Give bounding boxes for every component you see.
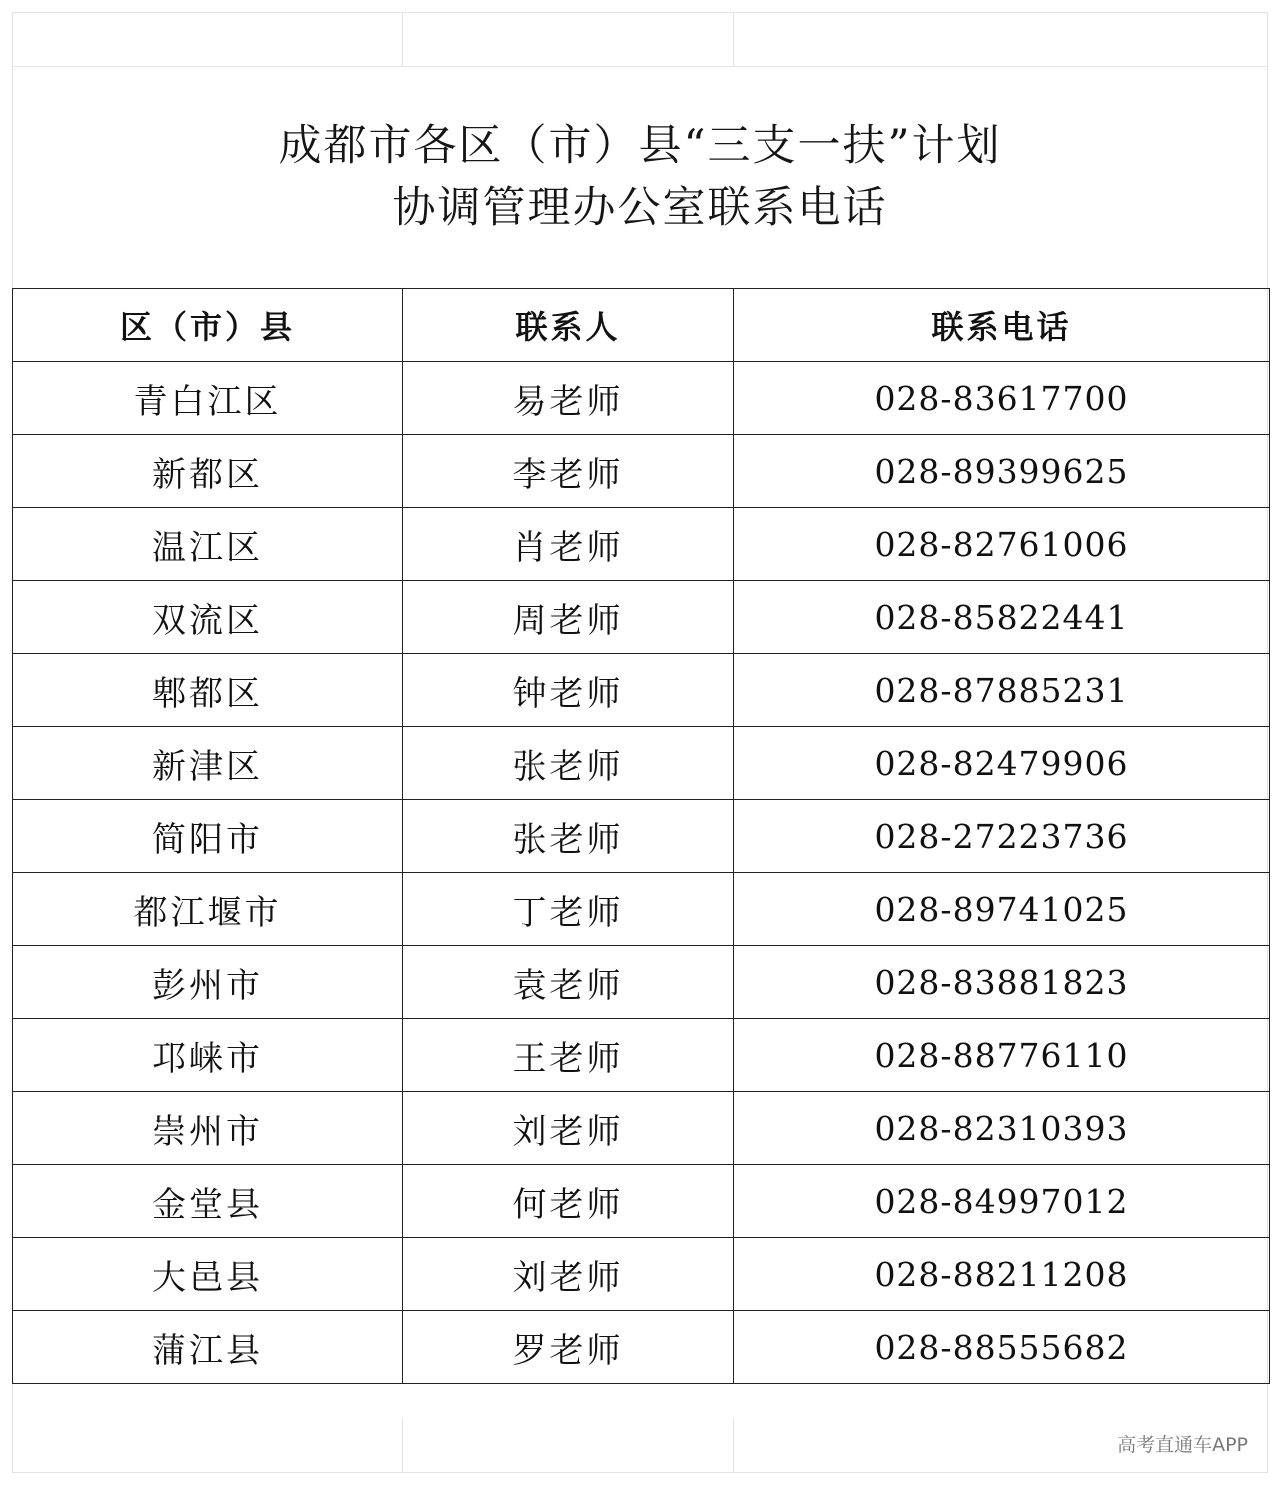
- phone-cell: 028-27223736: [734, 800, 1270, 873]
- phone-cell: 028-88211208: [734, 1238, 1270, 1311]
- title-line-2: 协调管理办公室联系电话: [392, 183, 888, 233]
- phone-cell: 028-83617700: [734, 362, 1270, 435]
- document-title: [12, 66, 1268, 288]
- phone-cell: 028-88555682: [734, 1311, 1270, 1384]
- table-row: [13, 1165, 1270, 1238]
- phone-cell: 028-85822441: [734, 581, 1270, 654]
- contact-cell: 张老师: [403, 800, 734, 873]
- contact-cell: 张老师: [403, 727, 734, 800]
- phone-cell: 028-89741025: [734, 873, 1270, 946]
- district-cell: 大邑县: [13, 1238, 403, 1311]
- district-cell: 都江堰市: [13, 873, 403, 946]
- table-row: [13, 1311, 1270, 1384]
- table-row: [13, 1238, 1270, 1311]
- phone-cell: 028-82761006: [734, 508, 1270, 581]
- district-cell: 温江区: [13, 508, 403, 581]
- contact-cell: 王老师: [403, 1019, 734, 1092]
- district-cell: 双流区: [13, 581, 403, 654]
- district-cell: 金堂县: [13, 1165, 403, 1238]
- contact-cell: 周老师: [403, 581, 734, 654]
- district-cell: 蒲江县: [13, 1311, 403, 1384]
- district-cell: 新津区: [13, 727, 403, 800]
- district-cell: 新都区: [13, 435, 403, 508]
- contacts-table: [12, 288, 1270, 1384]
- contact-cell: 刘老师: [403, 1092, 734, 1165]
- district-cell: 简阳市: [13, 800, 403, 873]
- phone-cell: 028-87885231: [734, 654, 1270, 727]
- table-header-row: [13, 289, 1270, 362]
- contact-cell: 何老师: [403, 1165, 734, 1238]
- district-cell: 崇州市: [13, 1092, 403, 1165]
- watermark: 高考直通车APP: [1117, 1434, 1248, 1456]
- district-cell: 青白江区: [13, 362, 403, 435]
- header-phone: 联系电话: [734, 289, 1270, 362]
- table-row: [13, 581, 1270, 654]
- header-contact: 联系人: [403, 289, 734, 362]
- phone-cell: 028-89399625: [734, 435, 1270, 508]
- phone-cell: 028-82310393: [734, 1092, 1270, 1165]
- table-row: [13, 508, 1270, 581]
- table-row: [13, 800, 1270, 873]
- contact-cell: 丁老师: [403, 873, 734, 946]
- contact-cell: 肖老师: [403, 508, 734, 581]
- table-row: [13, 1019, 1270, 1092]
- phone-cell: 028-83881823: [734, 946, 1270, 1019]
- table-row: [13, 435, 1270, 508]
- table-row: [13, 873, 1270, 946]
- district-cell: 彭州市: [13, 946, 403, 1019]
- contact-cell: 袁老师: [403, 946, 734, 1019]
- title-line-1: 成都市各区（市）县“三支一扶”计划: [278, 121, 1002, 171]
- header-district: 区（市）县: [13, 289, 403, 362]
- contact-cell: 罗老师: [403, 1311, 734, 1384]
- phone-cell: 028-88776110: [734, 1019, 1270, 1092]
- contact-cell: 易老师: [403, 362, 734, 435]
- district-cell: 郫都区: [13, 654, 403, 727]
- table-row: [13, 946, 1270, 1019]
- table-row: [13, 727, 1270, 800]
- district-cell: 邛崃市: [13, 1019, 403, 1092]
- contact-cell: 刘老师: [403, 1238, 734, 1311]
- phone-cell: 028-84997012: [734, 1165, 1270, 1238]
- table-row: [13, 1092, 1270, 1165]
- table-row: [13, 362, 1270, 435]
- contact-cell: 李老师: [403, 435, 734, 508]
- table-row: [13, 654, 1270, 727]
- phone-cell: 028-82479906: [734, 727, 1270, 800]
- contact-cell: 钟老师: [403, 654, 734, 727]
